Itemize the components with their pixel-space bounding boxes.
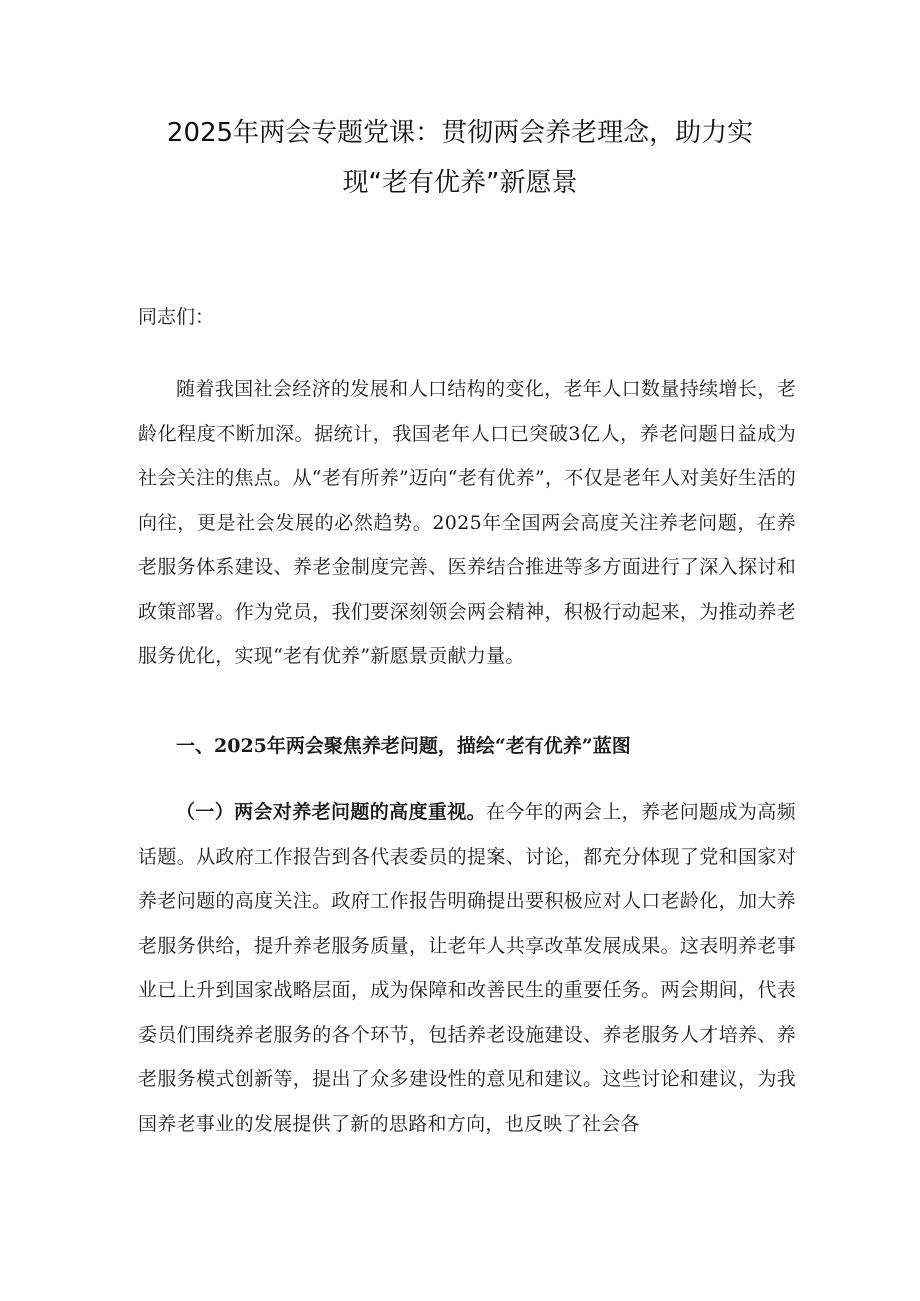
document-title: 2025年两会专题党课：贯彻两会养老理念，助力实现“老有优养”新愿景	[166, 118, 754, 198]
intro-paragraph: 随着我国社会经济的发展和人口结构的变化，老年人口数量持续增长，老龄化程度不断加深。据统计，我国老年人口已突破3亿人，养老问题日益成为社会关注的焦点。从“老有所养”迈向“老有优养”，不仅是老年人对美好生活的向往，更是社会发展的必然趋势。2025年全国两会高度关注养老问题，在养老服务体系建设、养老金制度完善、医养结合推进等多方面进行了深入探讨和政策部署。作为党员，我们要深刻领会两会精神，积极行动起来，为推动养老服务优化，实现“老有优养”新愿景贡献力量。	[138, 378, 796, 667]
subsection-body-1: 在今年的两会上，养老问题成为高频话题。从政府工作报告到各代表委员的提案、讨论，都充分体现了党和国家对养老问题的高度关注。政府工作报告明确提出要积极应对人口老龄化，加大养老服务供给，提升养老服务质量，让老年人共享改革发展成果。这表明养老事业已上升到国家战略层面，成为保障和改善民生的重要任务。两会期间，代表委员们围绕养老服务的各个环节，包括养老设施建设、养老服务人才培养、养老服务模式创新等，提出了众多建设性的意见和建议。这些讨论和建议，为我国养老事业的发展提供了新的思路和方向，也反映了社会各	[138, 801, 796, 1135]
subsection-lead-1: （一）两会对养老问题的高度重视。	[176, 801, 487, 823]
subsection-paragraph-1	[138, 790, 796, 1146]
section-heading-1: 一、2025年两会聚焦养老问题，描绘“老有优养”蓝图	[176, 735, 631, 757]
greeting: 同志们：	[138, 306, 215, 328]
